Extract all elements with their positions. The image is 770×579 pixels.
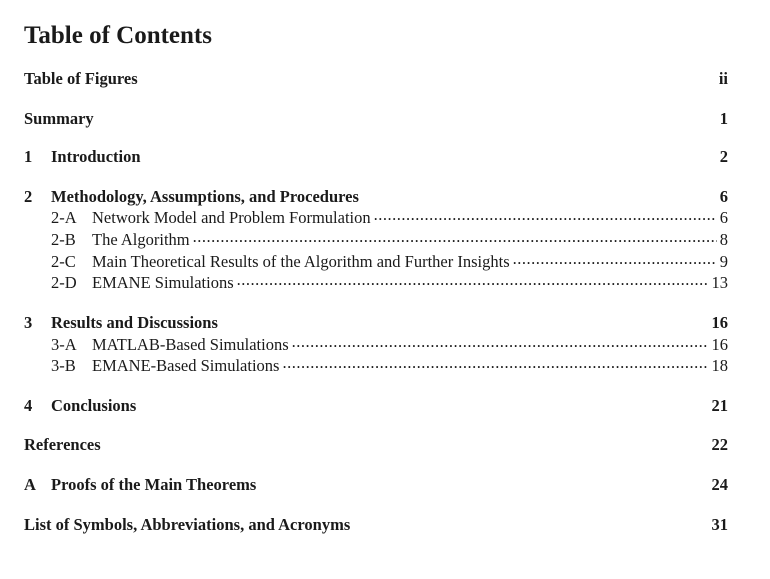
toc-dot-leader <box>292 333 709 350</box>
toc-entry-introduction[interactable] <box>24 145 728 167</box>
toc-entry-label: Conclusions <box>51 395 137 415</box>
toc-leader <box>139 394 708 411</box>
toc-entry-page: 16 <box>711 312 728 332</box>
toc-dot-leader <box>193 228 717 245</box>
toc-entry-page: ii <box>718 68 728 88</box>
toc-entry-number: 2-D <box>51 272 77 292</box>
toc-leader <box>362 185 717 202</box>
toc-entry-conclusions[interactable] <box>24 394 728 416</box>
toc-entry-number: 1 <box>24 146 33 166</box>
toc-leader <box>104 433 709 450</box>
toc-entry-theoretical-results[interactable] <box>24 250 728 272</box>
toc-entry-algorithm[interactable] <box>24 228 728 250</box>
toc-entry-label: Table of Figures <box>24 68 138 88</box>
toc-entry-number: 2-B <box>51 229 76 249</box>
toc-entry-table-of-figures[interactable] <box>24 67 728 89</box>
toc-entry-proofs[interactable] <box>24 473 728 495</box>
toc-entry-label: Results and Discussions <box>51 312 218 332</box>
page-title: Table of Contents <box>24 22 212 49</box>
toc-dot-leader <box>374 206 717 223</box>
toc-entry-number: 3-A <box>51 334 77 354</box>
toc-entry-page: 6 <box>719 207 728 227</box>
toc-leader <box>353 513 708 530</box>
toc-entry-page: 21 <box>711 395 728 415</box>
toc-entry-list-of-symbols[interactable] <box>24 513 728 535</box>
toc-entry-label: MATLAB-Based Simulations <box>92 334 289 354</box>
toc-entry-label: EMANE-Based Simulations <box>92 355 280 375</box>
toc-entry-label: Main Theoretical Results of the Algorithm and Further Insights <box>92 251 510 271</box>
toc-leader <box>97 107 717 124</box>
toc-leader <box>221 311 709 328</box>
toc-entry-emane-simulations[interactable] <box>24 271 728 293</box>
toc-dot-leader <box>237 271 709 288</box>
toc-entry-network-model[interactable] <box>24 206 728 228</box>
toc-entry-number: 2-C <box>51 251 76 271</box>
toc-leader <box>141 67 716 84</box>
toc-entry-page: 13 <box>711 272 728 292</box>
toc-entry-label: Proofs of the Main Theorems <box>51 474 257 494</box>
toc-entry-page: 6 <box>719 186 728 206</box>
toc-entry-number: A <box>24 474 36 494</box>
toc-leader <box>259 473 708 490</box>
toc-entry-label: Methodology, Assumptions, and Procedures <box>51 186 359 206</box>
toc-entry-number: 4 <box>24 395 33 415</box>
toc-entry-summary[interactable] <box>24 107 728 129</box>
toc-entry-references[interactable] <box>24 433 728 455</box>
toc-entry-matlab-simulations[interactable] <box>24 333 728 355</box>
toc-entry-page: 24 <box>711 474 728 494</box>
toc-entry-page: 2 <box>719 146 728 166</box>
toc-entry-page: 16 <box>711 334 728 354</box>
toc-entry-label: Network Model and Problem Formulation <box>92 207 371 227</box>
toc-entry-page: 8 <box>719 229 728 249</box>
toc-entry-number: 3-B <box>51 355 76 375</box>
toc-entry-label: Introduction <box>51 146 141 166</box>
toc-entry-emane-based-simulations[interactable] <box>24 354 728 376</box>
toc-entry-label: References <box>24 434 101 454</box>
toc-entry-page: 9 <box>719 251 728 271</box>
toc-entry-label: EMANE Simulations <box>92 272 234 292</box>
toc-leader <box>144 145 717 162</box>
toc-entry-number: 2 <box>24 186 33 206</box>
toc-entry-page: 18 <box>711 355 728 375</box>
toc-entry-number: 3 <box>24 312 33 332</box>
toc-entry-page: 22 <box>711 434 728 454</box>
toc-entry-label: The Algorithm <box>92 229 190 249</box>
toc-dot-leader <box>282 354 708 371</box>
toc-entry-number: 2-A <box>51 207 77 227</box>
toc-entry-page: 31 <box>711 514 728 534</box>
toc-dot-leader <box>513 250 717 267</box>
toc-entry-results[interactable] <box>24 311 728 333</box>
toc-entry-page: 1 <box>719 108 728 128</box>
toc-entry-methodology[interactable] <box>24 185 728 207</box>
toc-entry-label: Summary <box>24 108 94 128</box>
toc-entry-label: List of Symbols, Abbreviations, and Acronyms <box>24 514 351 534</box>
